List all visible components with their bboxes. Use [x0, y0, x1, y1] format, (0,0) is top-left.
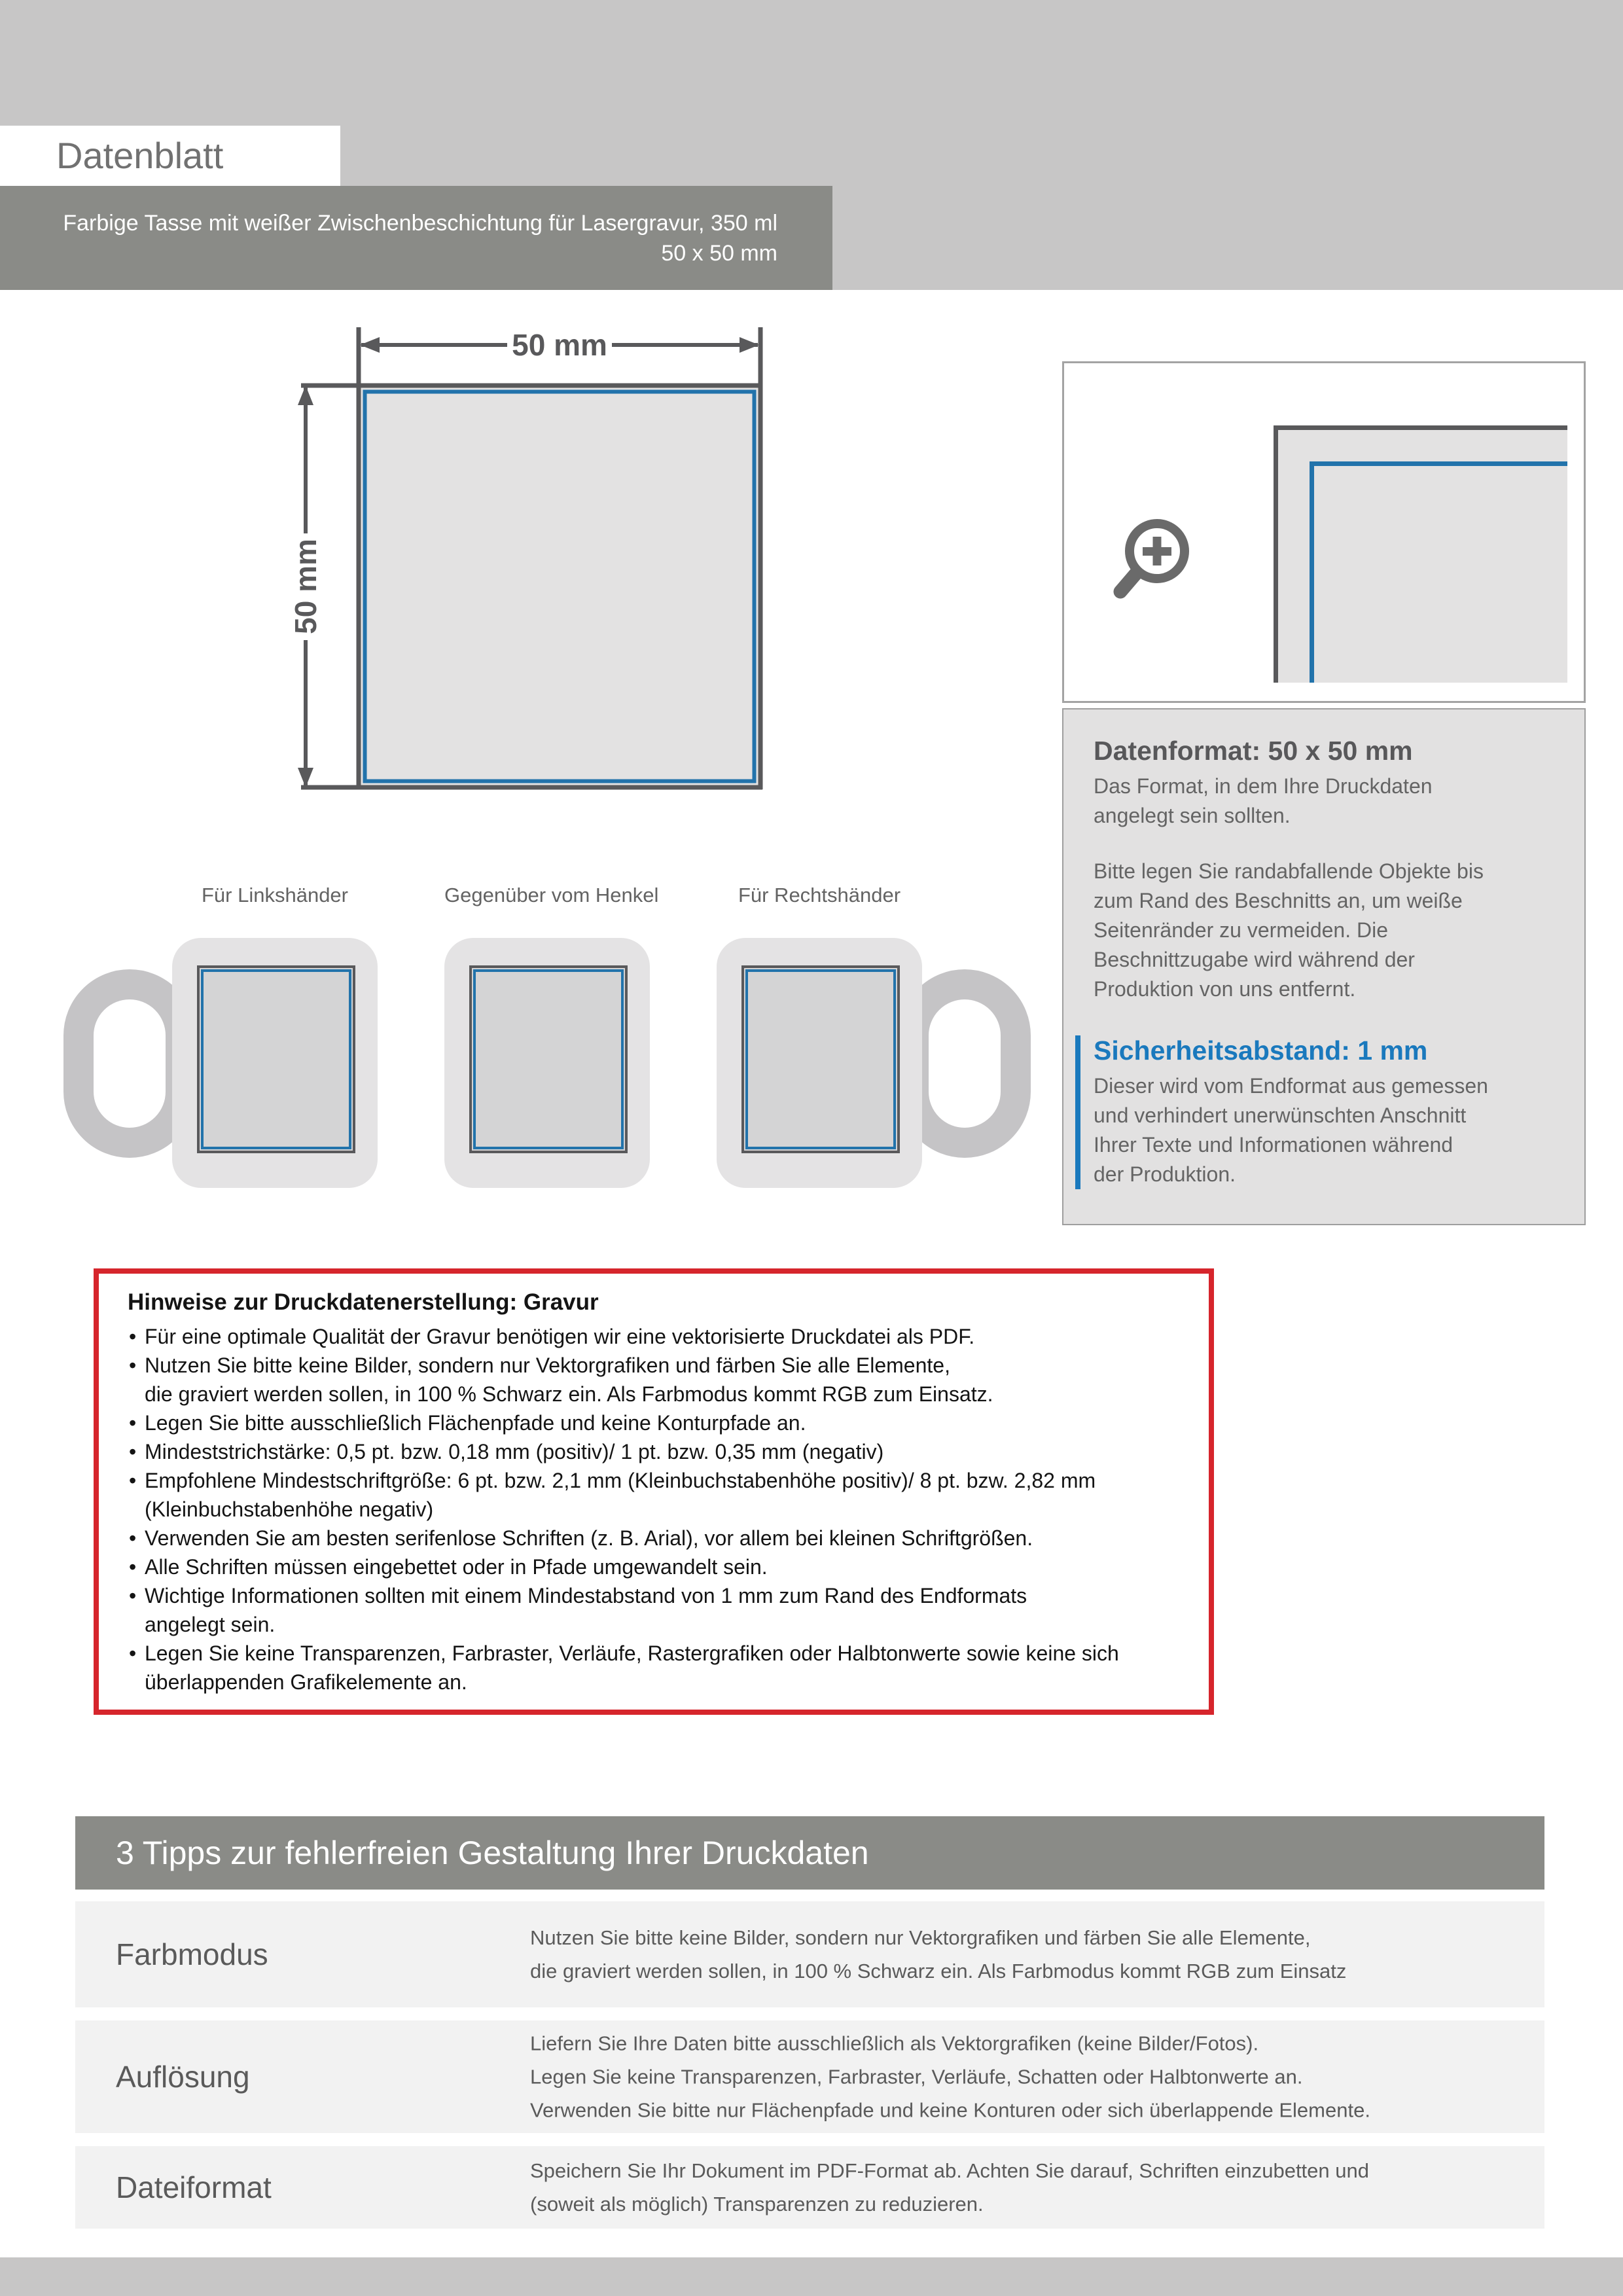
- tip-label: Dateiformat: [116, 2170, 272, 2204]
- safety-distance-block: [1075, 1035, 1554, 1189]
- tip-row-dateiformat: [75, 2146, 1544, 2229]
- width-dimension-label: 50 mm: [512, 328, 607, 362]
- tip-label: Farbmodus: [116, 1937, 268, 1971]
- print-data-notes-box: [94, 1268, 1214, 1715]
- note-item: • Für eine optimale Qualität der Gravur benötigen wir eine vektorisierte Druckdatei als PDF.: [128, 1322, 1180, 1351]
- safety-text-line: Dieser wird vom Endformat aus gemessen: [1094, 1074, 1488, 1098]
- tip-row-farbmodus: [75, 1901, 1544, 2007]
- bleed-text-line: Beschnittzugabe wird während der: [1094, 948, 1415, 971]
- zoomed-corner-graphic: [1274, 425, 1567, 683]
- safety-text-line: und verhindert unerwünschten Anschnitt: [1094, 1103, 1467, 1127]
- dataformat-text-line: Das Format, in dem Ihre Druckdaten: [1094, 774, 1433, 798]
- mug-label-right-handed: Für Rechtshänder: [738, 884, 901, 906]
- format-info-panel: [1062, 708, 1586, 1225]
- bleed-text-line: Produktion von uns entfernt.: [1094, 977, 1356, 1001]
- height-dimension-label: 50 mm: [289, 539, 323, 634]
- tip-row-aufloesung: [75, 2020, 1544, 2133]
- dataformat-text-line: angelegt sein sollten.: [1094, 804, 1291, 827]
- tip-text: Speichern Sie Ihr Dokument im PDF-Format ab. Achten Sie darauf, Schriften einzubetten und (soweit als möglich) Transparenzen zu reduzieren.: [530, 2159, 1369, 2215]
- product-size: 50 x 50 mm: [661, 240, 777, 266]
- bleed-text-line: zum Rand des Beschnitts an, um weiße: [1094, 889, 1463, 912]
- safety-heading: Sicherheitsabstand: 1 mm: [1094, 1035, 1428, 1066]
- page-title: Datenblatt: [56, 135, 224, 176]
- note-item: • Legen Sie bitte ausschließlich Flächenpfade und keine Konturpfade an.: [128, 1408, 1180, 1437]
- product-subtitle-bar: [0, 186, 832, 290]
- notes-title: Hinweise zur Druckdatenerstellung: Gravur: [128, 1289, 599, 1315]
- tip-label: Auflösung: [116, 2060, 250, 2094]
- mug-left-handed: [172, 938, 378, 1188]
- mug-print-safety-line: [745, 969, 896, 1149]
- note-item: • Wichtige Informationen sollten mit einem Mindestabstand von 1 mm zum Rand des Endformats angelegt sein.: [128, 1581, 1180, 1639]
- zoom-detail-box: [1062, 361, 1586, 703]
- zoomed-safety-line: [1310, 461, 1567, 683]
- mug-right-handed: [717, 938, 922, 1188]
- note-item: • Empfohlene Mindestschriftgröße: 6 pt. bzw. 2,1 mm (Kleinbuchstabenhöhe positiv)/ 8 pt. bzw. 2,82 mm (Kleinbuchstabenhöhe negativ): [128, 1466, 1180, 1524]
- note-item: • Nutzen Sie bitte keine Bilder, sondern nur Vektorgrafiken und färben Sie alle Elemente, die graviert werden sollen, in 100 % Schwarz ein. Als Farbmodus kommt RGB zum Einsatz.: [128, 1351, 1180, 1408]
- note-item: • Alle Schriften müssen eingebettet oder in Pfade umgewandelt sein.: [128, 1552, 1180, 1581]
- footer-band: [0, 2257, 1623, 2296]
- safety-text-line: der Produktion.: [1094, 1162, 1236, 1186]
- dataformat-heading: Datenformat: 50 x 50 mm: [1094, 736, 1413, 766]
- safety-text-line: Ihrer Texte und Informationen während: [1094, 1133, 1454, 1157]
- bleed-text-line: Bitte legen Sie randabfallende Objekte bis: [1094, 859, 1484, 883]
- note-item: • Mindeststrichstärke: 0,5 pt. bzw. 0,18 mm (positiv)/ 1 pt. bzw. 0,35 mm (negativ): [128, 1437, 1180, 1466]
- page-title-box: [0, 126, 340, 186]
- mug-opposite-handle: [444, 938, 650, 1188]
- mug-label-left-handed: Für Linkshänder: [201, 884, 348, 906]
- mug-print-area: [197, 965, 355, 1153]
- mug-print-safety-line: [473, 969, 624, 1149]
- note-item: • Verwenden Sie am besten serifenlose Schriften (z. B. Arial), vor allem bei kleinen Schriftgrößen.: [128, 1524, 1180, 1552]
- note-item: • Legen Sie keine Transparenzen, Farbraster, Verläufe, Rastergrafiken oder Halbtonwerte sowie keine sich überlappenden Grafikelemente an.: [128, 1639, 1180, 1696]
- magnifier-plus-icon: [1110, 511, 1208, 615]
- product-name: Farbige Tasse mit weißer Zwischenbeschichtung für Lasergravur, 350 ml: [63, 210, 777, 236]
- mug-print-safety-line: [201, 969, 351, 1149]
- format-diagram: [281, 314, 779, 812]
- format-area-fill: [361, 387, 758, 785]
- tip-text: Liefern Sie Ihre Daten bitte ausschließlich als Vektorgrafiken (keine Bilder/Fotos). Legen Sie keine Transparenzen, Farbraster, Verläufe, Schatten oder Halbtonwerte an. Verwenden Sie bitte nur Flächenpfade und keine Konturen oder sich überlappende Elemente.: [530, 2032, 1370, 2122]
- mug-print-area: [741, 965, 900, 1153]
- bleed-text-line: Seitenränder zu vermeiden. Die: [1094, 918, 1389, 942]
- notes-list: [128, 1322, 1180, 1696]
- tips-heading: 3 Tipps zur fehlerfreien Gestaltung Ihrer Druckdaten: [116, 1835, 869, 1871]
- mug-print-area: [469, 965, 628, 1153]
- tips-heading-bar: [75, 1816, 1544, 1890]
- mug-label-opposite-handle: Gegenüber vom Henkel: [444, 884, 659, 906]
- tip-text: Nutzen Sie bitte keine Bilder, sondern nur Vektorgrafiken und färben Sie alle Elemente, die graviert werden sollen, in 100 % Schwarz ein. Als Farbmodus kommt RGB zum Einsatz: [530, 1926, 1347, 1982]
